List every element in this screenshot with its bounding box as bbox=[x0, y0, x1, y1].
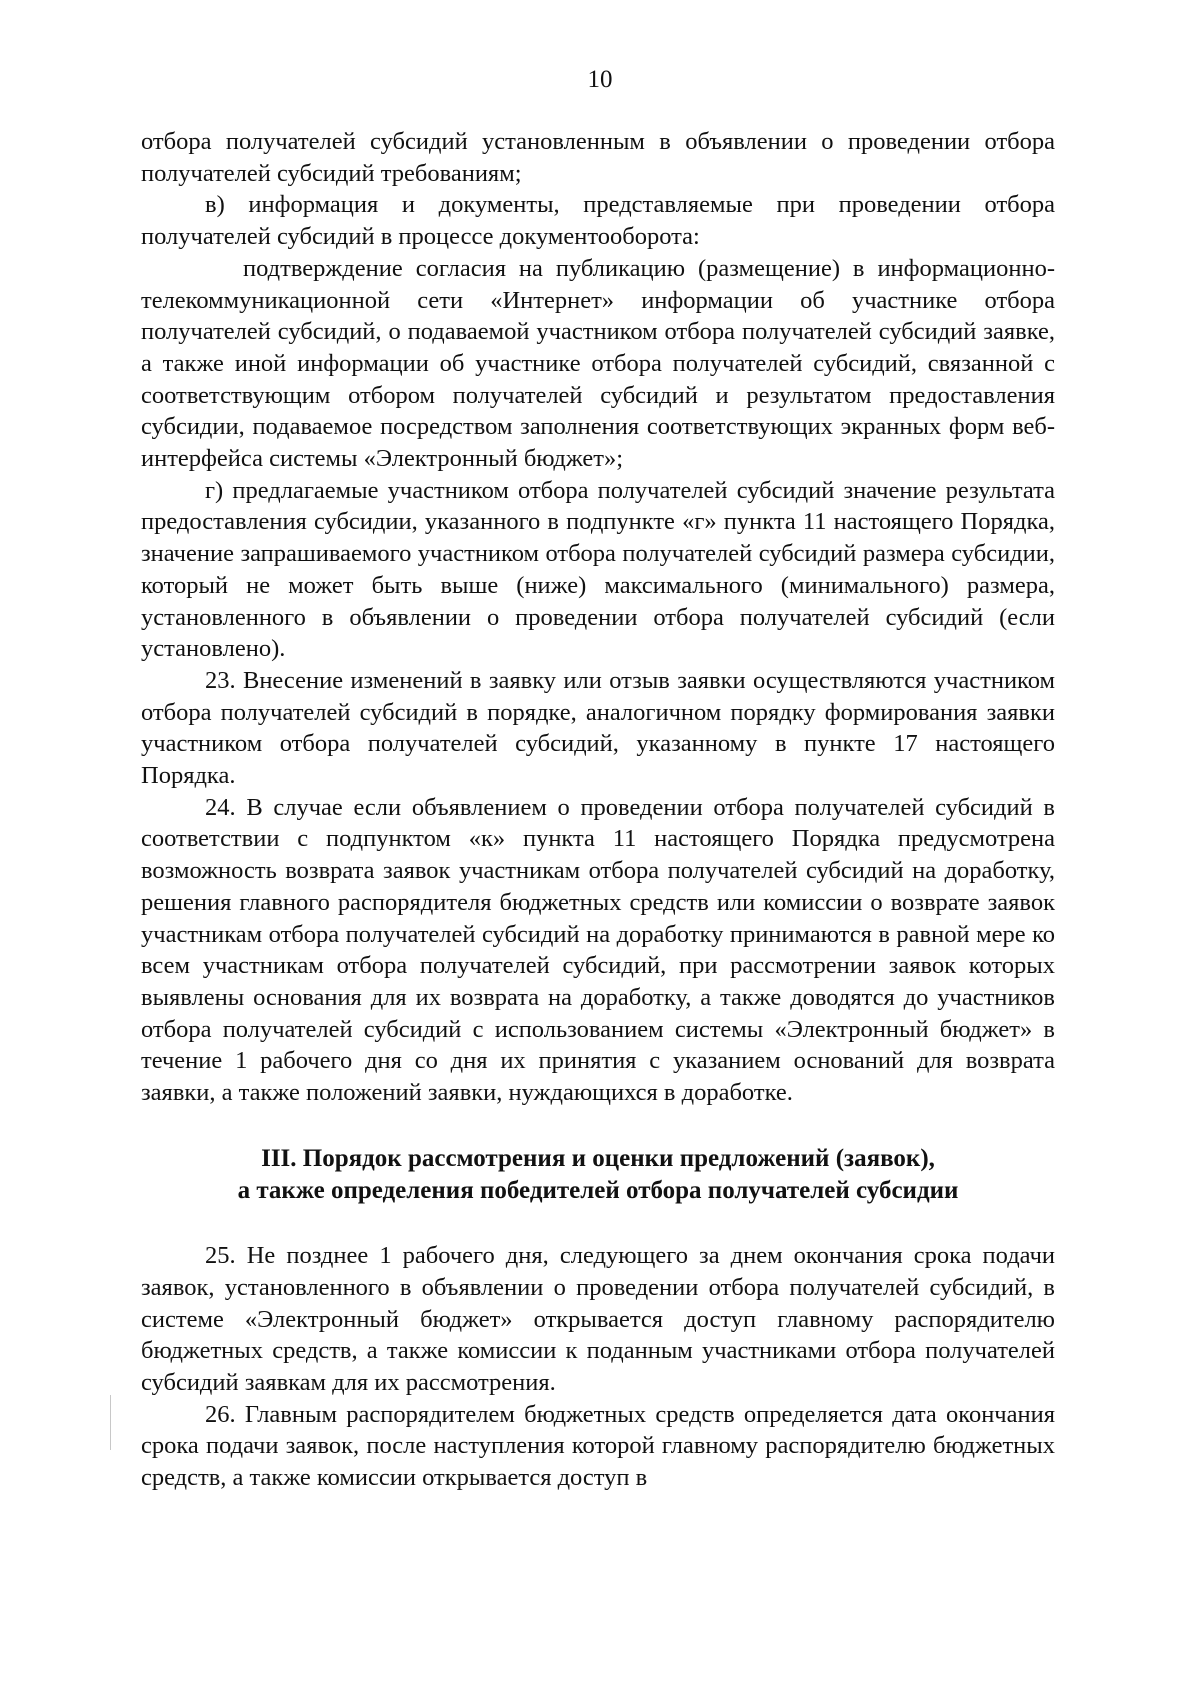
paragraph-23: 23. Внесение изменений в заявку или отзыв заявки осуществляются участником отбора получателей субсидий в порядке, аналогичном порядку формирования заявки участником отбора получателей субсидий, указанному в пункте 17 настоящего Порядка. bbox=[141, 666, 1055, 790]
page-number: 10 bbox=[587, 66, 613, 93]
paragraph-item-g: г) предлагаемые участником отбора получателей субсидий значение результата предоставления субсидии, указанного в подпункте «г» пункта 11 настоящего Порядка, значение запрашиваемого участником отбора получателей субсидий размера субсидии, который не может быть выше (ниже) максимального (минимального) размера, установленного в объявлении о проведении отбора получателей субсидий (если установлено). bbox=[141, 476, 1055, 663]
paragraph-item-v: в) информация и документы, представляемые при проведении отбора получателей субсидий в процессе документооборота: bbox=[141, 191, 1055, 251]
section-heading bbox=[141, 1143, 1055, 1206]
paragraph-26: 26. Главным распорядителем бюджетных средств определяется дата окончания срока подачи заявок, после наступления которой главному распорядителю бюджетных средств, а также комиссии открывается доступ в bbox=[141, 1400, 1055, 1492]
paragraph-24: 24. В случае если объявлением о проведении отбора получателей субсидий в соответствии с подпунктом «к» пункта 11 настоящего Порядка предусмотрена возможность возврата заявок участникам отбора получателей субсидий на доработку, решения главного распорядителя бюджетных средств или комиссии о возврате заявок участникам отбора получателей субсидий на доработку принимаются в равной мере ко всем участникам отбора получателей субсидий, при рассмотрении заявок которых выявлены основания для их возврата на доработку, а также доводятся до участников отбора получателей субсидий с использованием системы «Электронный бюджет» в течение 1 рабочего дня со дня их принятия с указанием оснований для возврата заявки, а также положений заявки, нуждающихся в доработке. bbox=[141, 793, 1055, 1107]
section-heading-line-1: III. Порядок рассмотрения и оценки предложений (заявок), bbox=[261, 1144, 935, 1172]
scan-mark bbox=[110, 1395, 111, 1450]
document-body bbox=[141, 126, 1055, 1494]
paragraph-consent: подтверждение согласия на публикацию (размещение) в информационно-телекоммуникационной сети «Интернет» информации об участнике отбора получателей субсидий, о подаваемой участником отбора получателей субсидий заявке, а также иной информации об участнике отбора получателей субсидий, связанной с соответствующим отбором получателей субсидий и результатом предоставления субсидии, подаваемое посредством заполнения соответствующих экранных форм веб-интерфейса системы «Электронный бюджет»; bbox=[141, 254, 1055, 473]
paragraph-25: 25. Не позднее 1 рабочего дня, следующего за днем окончания срока подачи заявок, установленного в объявлении о проведении отбора получателей субсидий, в системе «Электронный бюджет» открывается доступ главному распорядителю бюджетных средств, а также комиссии к поданным участниками отбора получателей субсидий заявкам для их рассмотрения. bbox=[141, 1242, 1055, 1397]
paragraph-continuation: отбора получателей субсидий установленным в объявлении о проведении отбора получателей субсидий требованиям; bbox=[141, 128, 1055, 187]
section-heading-line-2: а также определения победителей отбора получателей субсидии bbox=[237, 1176, 959, 1204]
